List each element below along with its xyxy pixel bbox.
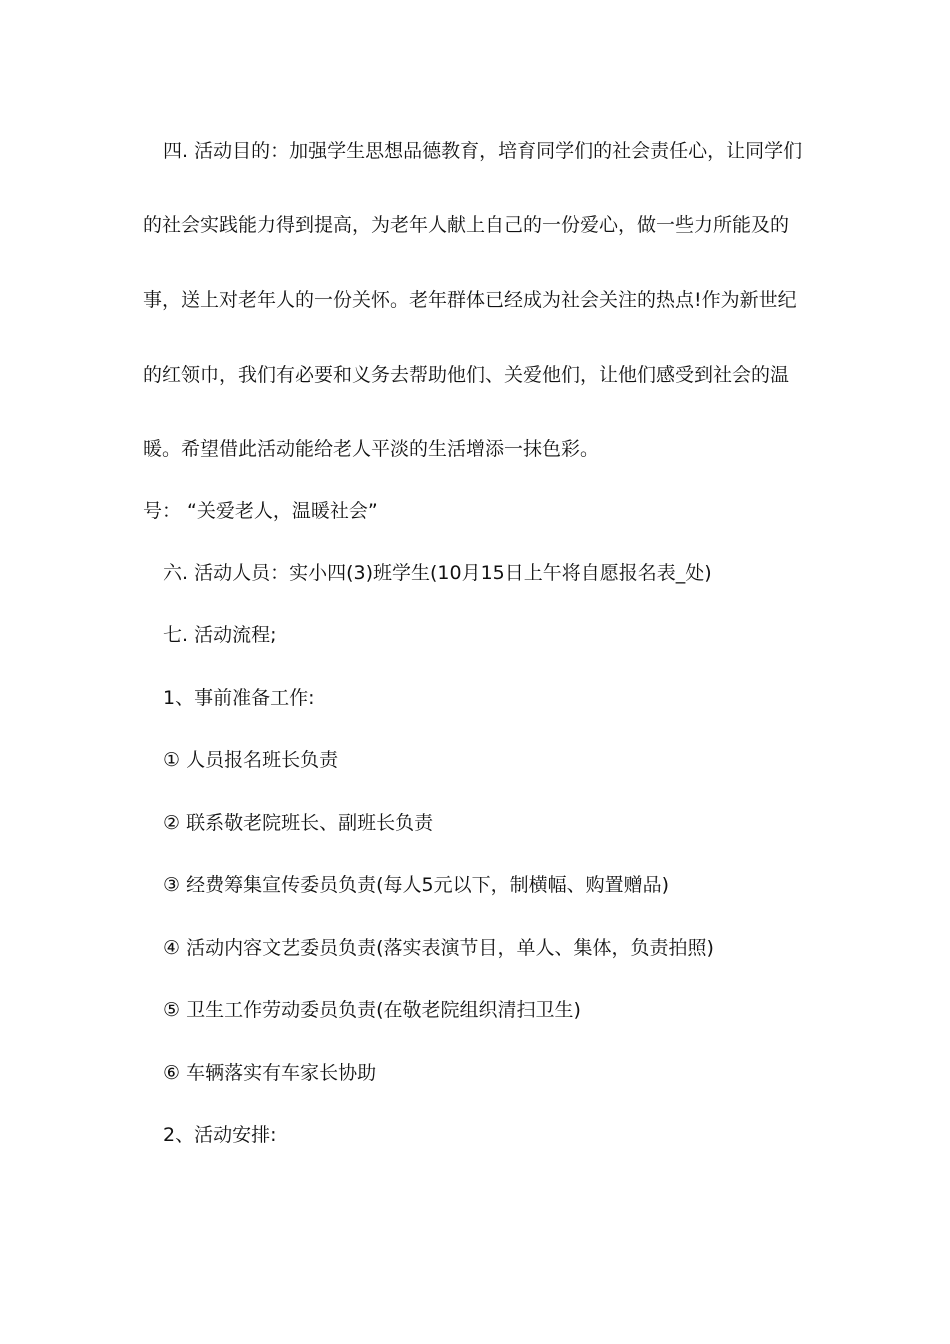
purpose-line-1: 四. 活动目的：加强学生思想品德教育，培育同学们的社会责任心，让同学们 [163,140,803,162]
arrangement-heading: 2、活动安排: [163,1124,277,1146]
prep-task-3: ③ 经费筹集宣传委员负责(每人5元以下，制横幅、购置赠品) [163,874,669,896]
purpose-line-2: 的社会实践能力得到提高，为老年人献上自己的一份爱心，做一些力所能及的 [143,214,790,236]
purpose-line-5: 暖。希望借此活动能给老人平淡的生活增添一抹色彩。 [143,438,600,460]
prep-task-1: ① 人员报名班长负责 [163,749,339,771]
prep-task-4: ④ 活动内容文艺委员负责(落实表演节目，单人、集体，负责拍照) [163,937,714,959]
prep-task-5: ⑤ 卫生工作劳动委员负责(在敬老院组织清扫卫生) [163,999,581,1021]
prep-task-2: ② 联系敬老院班长、副班长负责 [163,812,434,834]
slogan-line: 号： “关爱老人，温暖社会” [143,500,378,522]
purpose-line-3: 事，送上对老年人的一份关怀。老年群体已经成为社会关注的热点!作为新世纪 [143,289,797,311]
purpose-line-4: 的红领巾，我们有必要和义务去帮助他们、关爱他们，让他们感受到社会的温 [143,364,790,386]
members-line: 六. 活动人员：实小四(3)班学生(10月15日上午将自愿报名表_处) [163,562,712,584]
prep-heading: 1、事前准备工作: [163,687,315,709]
process-heading: 七. 活动流程; [163,624,277,646]
prep-task-6: ⑥ 车辆落实有车家长协助 [163,1062,377,1084]
